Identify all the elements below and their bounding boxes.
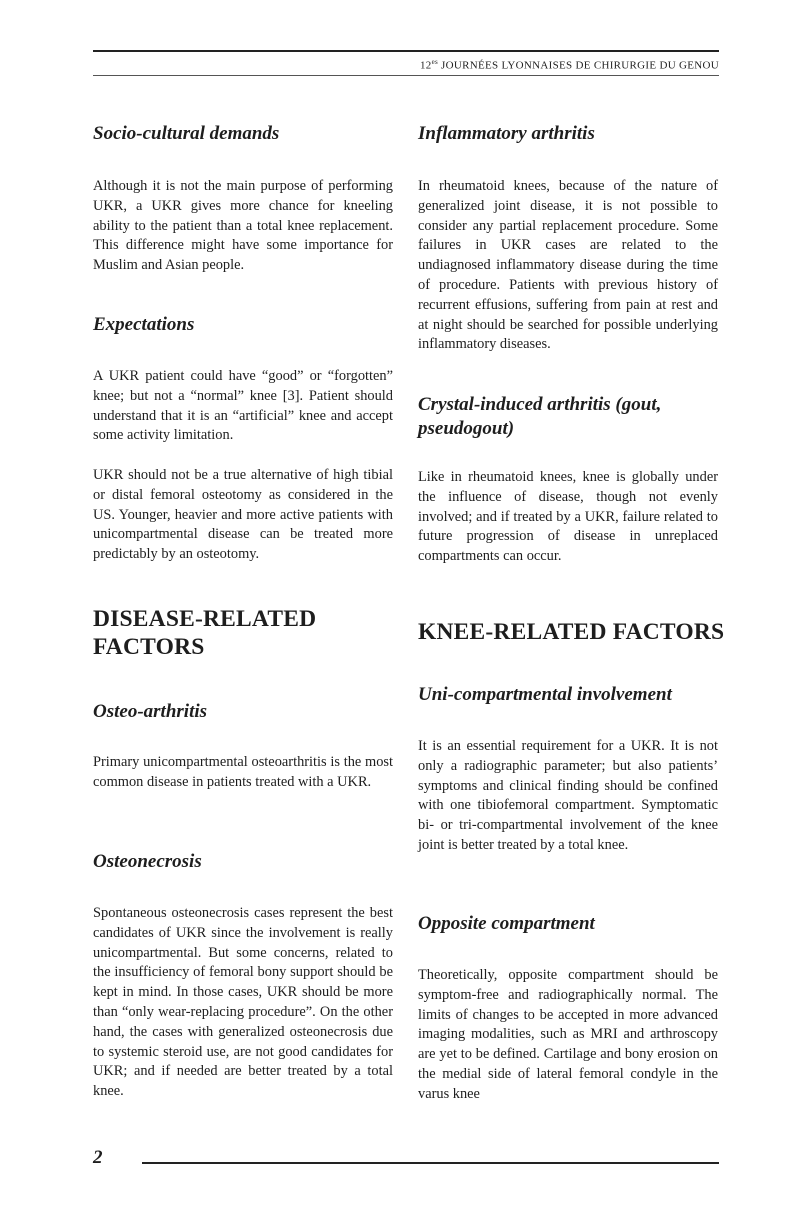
disease-heading-line-1: DISEASE-RELATED xyxy=(93,606,317,632)
header-top-rule xyxy=(93,50,719,52)
running-header xyxy=(420,58,719,72)
osteo-arthritis-paragraph: Primary unicompartmental osteoarthritis is the most common disease in patients treated with a UKR. xyxy=(93,754,393,790)
disease-related-heading xyxy=(93,605,403,661)
crystal-arthritis-heading xyxy=(418,393,718,441)
socio-cultural-paragraph: Although it is not the main purpose of performing UKR, a UKR gives more chance for kneeling ability to the patient than a total knee replacement. This difference might have some importance for Muslim and Asian people. xyxy=(93,178,393,274)
uni-compartmental-heading: Uni-compartmental involvement xyxy=(418,684,672,705)
osteonecrosis-paragraph: Spontaneous osteonecrosis cases represent the best candidates of UKR since the involvement is really unicompartmental. But some concerns, related to the insufficiency of femoral bony support should be kept in mind. In those cases, UKR should be more than “only wear-replacing procedure”. On the other hand, the cases with generalized osteonecrosis due to systemic steroid use, are not good candidates for UKR; and if needed are better treated by a total knee. xyxy=(93,905,393,1100)
expectations-paragraph-1: A UKR patient could have “good” or “forgotten” knee; but not a “normal” knee [3]. Patient should understand that it is an “artificial” knee and accept some activity limitation. xyxy=(93,368,393,444)
inflammatory-arthritis-paragraph: In rheumatoid knees, because of the nature of generalized joint disease, it is not possible to consider any partial replacement procedure. Some failures in UKR cases are related to the undiagnosed inflammatory disease during the time of procedure. Patients with previous history of recurrent effusions, suffering from pain at rest and at night should be searched for possible underlying inflammatory diseases. xyxy=(418,178,718,353)
disease-heading-line-2: FACTORS xyxy=(93,634,205,660)
header-bottom-rule xyxy=(93,75,719,76)
osteonecrosis-heading: Osteonecrosis xyxy=(93,851,202,872)
socio-cultural-heading: Socio-cultural demands xyxy=(93,123,280,144)
inflammatory-arthritis-heading: Inflammatory arthritis xyxy=(418,123,595,144)
uni-compartmental-paragraph: It is an essential requirement for a UKR. It is not only a radiographic parameter; but also patients’ symptoms and clinical finding should be confined with one tibiofemoral compartment. Symptomatic bi- or tri-compartmental involvement of the knee joint is better treated by a total knee. xyxy=(418,738,718,853)
crystal-heading-line-1: Crystal-induced arthritis (gout, xyxy=(418,394,662,415)
header-superscript: es xyxy=(431,58,438,66)
crystal-arthritis-paragraph: Like in rheumatoid knees, knee is globally under the influence of disease, though not evenly involved; and if treated by a UKR, failure related to future progression of disease in unreplaced compartments can occur. xyxy=(418,469,718,565)
opposite-compartment-paragraph: Theoretically, opposite compartment should be symptom-free and radiographically normal. The limits of changes to be accepted in more advanced imaging modalities, such as MRI and arthroscopy are yet to be defined. Cartilage and bony erosion on the medial side of lateral femoral condyle in the varus knee xyxy=(418,967,718,1102)
header-number: 12 xyxy=(419,59,432,72)
crystal-heading-line-2: pseudogout) xyxy=(418,418,515,439)
page-number: 2 xyxy=(93,1147,103,1168)
opposite-compartment-heading: Opposite compartment xyxy=(418,913,595,934)
footer-rule xyxy=(142,1162,719,1164)
osteo-arthritis-heading: Osteo-arthritis xyxy=(93,701,208,722)
header-title: JOURNÉES LYONNAISES DE CHIRURGIE DU GENOU xyxy=(438,59,719,72)
expectations-heading: Expectations xyxy=(93,314,195,335)
knee-related-heading: KNEE-RELATED FACTORS xyxy=(418,619,725,645)
expectations-paragraph-2: UKR should not be a true alternative of high tibial or distal femoral osteotomy as considered in the US. Younger, heavier and more active patients with unicompartmental disease can be treated more predictably by an osteotomy. xyxy=(93,467,393,563)
